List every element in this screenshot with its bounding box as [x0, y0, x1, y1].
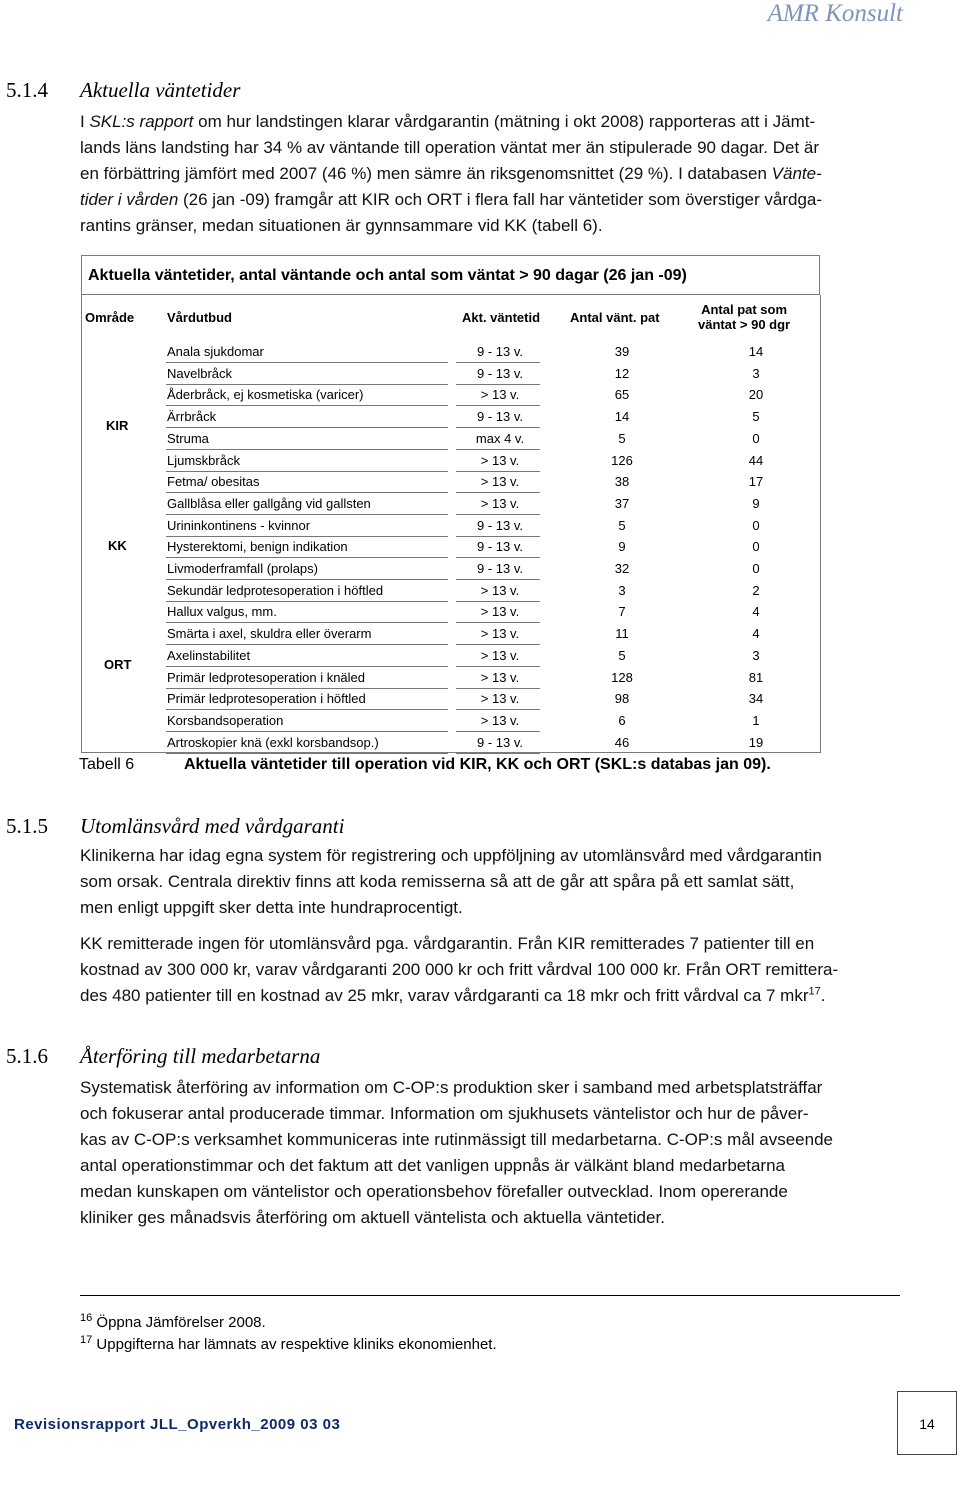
section-title: Aktuella väntetider — [80, 78, 241, 102]
service-cell: Hallux valgus, mm. — [167, 604, 277, 620]
text-segment: lands läns landsting har 34 % av väntande till operation väntat mer än stipulerade 90 dagar. Det är — [80, 138, 820, 157]
footnote-number: 16 — [80, 1312, 93, 1324]
waiting-cell: 11 — [615, 626, 629, 642]
cell-underline — [166, 753, 448, 754]
waiting-cell: 5 — [618, 517, 626, 533]
wait-cell: > 13 v. — [480, 712, 520, 728]
text-segment: (26 jan -09) framgår att KIR och ORT i flera fall har väntetider som överstiger vårdga- — [178, 190, 823, 209]
wait-cell: 9 - 13 v. — [476, 365, 523, 381]
page-number: 14 — [897, 1391, 957, 1455]
waiting-cell: 6 — [618, 712, 626, 728]
header-area: Område — [85, 310, 135, 325]
waiting-cell: 32 — [614, 561, 630, 576]
table-row — [166, 385, 806, 406]
footnote-17 — [80, 1336, 497, 1353]
text-line: medan kunskapen om väntelistor och operationsbehov förefaller outvecklad. Inom opererande — [80, 1182, 788, 1201]
text-line: som orsak. Centrala direktiv finns att koda remisserna så att de går att spåra på ett samlat sätt, — [80, 872, 795, 891]
over90-cell: 81 — [748, 669, 764, 685]
wait-cell: > 13 v. — [480, 626, 520, 642]
service-cell: Anala sjukdomar — [167, 344, 264, 359]
table-row — [166, 364, 806, 385]
over90-cell: 4 — [752, 604, 760, 620]
text-line — [80, 187, 900, 213]
text-line — [80, 135, 900, 161]
wait-cell: > 13 v. — [480, 495, 520, 511]
wait-cell: 9 - 13 v. — [476, 344, 523, 359]
text-segment: I — [80, 112, 90, 131]
service-cell: Smärta i axel, skuldra eller överarm — [167, 626, 372, 642]
wait-cell: > 13 v. — [480, 604, 520, 620]
wait-cell: > 13 v. — [480, 647, 520, 663]
wait-cell: 9 - 13 v. — [476, 539, 523, 555]
service-cell: Gallblåsa eller gallgång vid gallsten — [167, 495, 371, 511]
wait-cell: 9 - 13 v. — [476, 517, 523, 533]
service-cell: Primär ledprotesoperation i knäled — [167, 669, 365, 685]
service-cell: Hysterektomi, benign indikation — [167, 539, 348, 555]
waiting-cell: 46 — [614, 734, 630, 750]
footnote-ref: 17 — [808, 985, 821, 998]
table-row — [166, 711, 806, 732]
section-number: 5.1.4 — [6, 78, 48, 102]
section-514-paragraph — [80, 109, 900, 239]
wait-cell: 9 - 13 v. — [476, 409, 523, 425]
over90-cell: 0 — [752, 517, 760, 533]
italic-segment: Vänte- — [771, 164, 822, 183]
over90-cell: 0 — [752, 539, 760, 555]
over90-cell: 34 — [748, 691, 764, 707]
text-line: men enligt uppgift sker detta inte hundraprocentigt. — [80, 898, 463, 917]
text-segment: des 480 patienter till en kostnad av 25 mkr, varav vårdgaranti ca 18 mkr och fritt vårdval ca 7 mkr — [80, 986, 809, 1005]
wait-cell: > 13 v. — [480, 452, 520, 468]
table-row — [166, 494, 806, 515]
over90-cell: 0 — [752, 430, 760, 446]
footnote-number: 17 — [80, 1334, 93, 1346]
service-cell: Navelbråck — [167, 365, 233, 381]
header-over90-line2: väntat > 90 dgr — [698, 317, 791, 332]
service-cell: Ärrbråck — [167, 409, 217, 425]
waiting-cell: 65 — [614, 387, 630, 403]
table-row — [166, 689, 806, 710]
waiting-cell: 14 — [614, 409, 630, 425]
header-waiting: Antal vänt. pat — [570, 310, 660, 325]
footnote-text: Uppgifterna har lämnats av respektive kliniks ekonomienhet. — [96, 1336, 497, 1353]
wait-cell: > 13 v. — [480, 474, 520, 490]
area-kk: KK — [108, 538, 127, 553]
section-title: Utomlänsvård med vårdgaranti — [80, 814, 345, 838]
section-516-paragraph — [80, 1075, 900, 1231]
over90-cell: 5 — [752, 409, 760, 425]
service-cell: Livmoderframfall (prolaps) — [167, 561, 318, 576]
section-title: Återföring till medarbetarna — [80, 1044, 321, 1068]
table-row — [166, 451, 806, 472]
over90-cell: 44 — [748, 452, 764, 468]
service-cell: Struma — [167, 430, 209, 446]
over90-cell: 17 — [748, 474, 764, 490]
waiting-cell: 128 — [611, 669, 633, 685]
over90-cell: 3 — [752, 647, 760, 663]
area-ort: ORT — [104, 657, 132, 672]
service-cell: Artroskopier knä (exkl korsbandsop.) — [167, 734, 379, 750]
waiting-cell: 37 — [614, 495, 630, 511]
text-line: kostnad av 300 000 kr, varav vårdgaranti 200 000 kr och fritt vårdval 100 000 kr. Från ORT remittera- — [80, 960, 839, 979]
header-over90-line1: Antal pat som — [701, 302, 788, 317]
table-caption — [79, 756, 771, 774]
table-row — [166, 559, 806, 580]
service-cell: Sekundär ledprotesoperation i höftled — [167, 582, 384, 598]
table-row — [166, 602, 806, 623]
table-row — [166, 668, 806, 689]
text-line: Klinikerna har idag egna system för registrering och uppföljning av utomlänsvård med vårdgarantin — [80, 846, 822, 865]
area-kir: KIR — [106, 418, 129, 433]
italic-segment: tider i vården — [80, 190, 179, 209]
text-line: KK remitterade ingen för utomlänsvård pga. vårdgarantin. Från KIR remitterades 7 patienter till en — [80, 934, 815, 953]
text-segment: rantins gränser, medan situationen är gynnsammare vid KK (tabell 6). — [80, 216, 603, 235]
waiting-cell: 3 — [618, 582, 626, 598]
service-cell: Åderbråck, ej kosmetiska (varicer) — [167, 387, 364, 403]
footnote-16 — [80, 1314, 266, 1331]
section-515-paragraph-1 — [80, 843, 900, 921]
over90-cell: 9 — [752, 495, 760, 511]
over90-cell: 14 — [748, 344, 764, 359]
header-wait: Akt. väntetid — [462, 310, 541, 325]
service-cell: Ljumskbråck — [167, 452, 240, 468]
over90-cell: 19 — [748, 734, 764, 750]
wait-cell: max 4 v. — [475, 430, 525, 446]
service-cell: Urininkontinens - kvinnor — [167, 517, 311, 533]
table-title: Aktuella väntetider, antal väntande och antal som väntat > 90 dagar (26 jan -09) — [81, 255, 820, 295]
table-row — [166, 407, 806, 428]
caption-label: Tabell 6 — [79, 756, 135, 773]
over90-cell: 1 — [752, 712, 760, 728]
over90-cell: 20 — [748, 387, 764, 403]
wait-cell: 9 - 13 v. — [476, 734, 523, 750]
cell-underline — [456, 753, 540, 754]
text-line: och fokuserar antal producerade timmar. Information om sjukhusets väntelistor och hur de påver- — [80, 1104, 809, 1123]
over90-cell: 0 — [752, 561, 760, 576]
text-segment: om hur landstingen klarar vårdgarantin (mätning i okt 2008) rapporteras att i Jämt- — [193, 112, 816, 131]
text-segment: en förbättring jämfört med 2007 (46 %) men sämre än riksgenomsnittet (29 %). I databasen — [80, 164, 772, 183]
service-cell: Primär ledprotesoperation i höftled — [167, 691, 366, 707]
wait-cell: > 13 v. — [480, 669, 520, 685]
waiting-cell: 7 — [618, 604, 626, 620]
wait-cell: > 13 v. — [480, 691, 520, 707]
table-row — [166, 581, 806, 602]
text-segment: . — [820, 986, 826, 1005]
waiting-cell: 9 — [618, 539, 626, 555]
service-cell: Korsbandsoperation — [167, 712, 284, 728]
header-service: Vårdutbud — [167, 310, 232, 325]
text-line — [80, 983, 900, 1009]
waiting-cell: 98 — [614, 691, 630, 707]
text-line: antal operationstimmar och det faktum att det vanligen uppnås är välkänt bland medarbetarna — [80, 1156, 785, 1175]
section-number: 5.1.6 — [6, 1044, 48, 1068]
wait-cell: 9 - 13 v. — [476, 561, 523, 576]
table-row — [166, 516, 806, 537]
wait-cell: > 13 v. — [480, 582, 520, 598]
over90-cell: 2 — [752, 582, 760, 598]
text-line — [80, 109, 900, 135]
text-line — [80, 161, 900, 187]
section-number: 5.1.5 — [6, 814, 48, 838]
wait-cell: > 13 v. — [480, 387, 520, 403]
text-line — [80, 213, 900, 239]
table-row — [166, 429, 806, 450]
text-line: Systematisk återföring av information om C-OP:s produktion sker i samband med arbetsplatsträffar — [80, 1078, 823, 1097]
text-line: kas av C-OP:s verksamhet kommuniceras inte rutinmässigt till medarbetarna. C-OP:s mål avseende — [80, 1130, 833, 1149]
italic-segment: SKL:s rapport — [89, 112, 194, 131]
waiting-cell: 38 — [614, 474, 630, 490]
table-row — [166, 646, 806, 667]
footer-document-id: Revisionsrapport JLL_Opverkh_2009 03 03 — [14, 1416, 341, 1433]
service-cell: Fetma/ obesitas — [167, 474, 260, 490]
table-row — [166, 472, 806, 493]
footnote-divider — [80, 1295, 900, 1296]
table-row — [166, 342, 806, 363]
over90-cell: 4 — [752, 626, 760, 642]
table-row — [166, 537, 806, 558]
waiting-cell: 5 — [618, 430, 626, 446]
brand-header: AMR Konsult — [767, 0, 903, 27]
service-cell: Axelinstabilitet — [167, 647, 251, 663]
waiting-cell: 39 — [614, 344, 630, 359]
section-515-paragraph-2 — [80, 931, 900, 1009]
over90-cell: 3 — [752, 365, 760, 381]
text-line: kliniker ges månadsvis återföring om aktuell väntelista och aktuella väntetider. — [80, 1208, 665, 1227]
table-row — [166, 624, 806, 645]
table-row — [166, 733, 806, 754]
footnote-text: Öppna Jämförelser 2008. — [96, 1314, 266, 1331]
waiting-cell: 12 — [614, 365, 630, 381]
header-over90 — [698, 302, 790, 332]
caption-text: Aktuella väntetider till operation vid KIR, KK och ORT (SKL:s databas jan 09). — [184, 756, 771, 773]
waiting-cell: 126 — [611, 452, 633, 468]
waiting-cell: 5 — [618, 647, 626, 663]
